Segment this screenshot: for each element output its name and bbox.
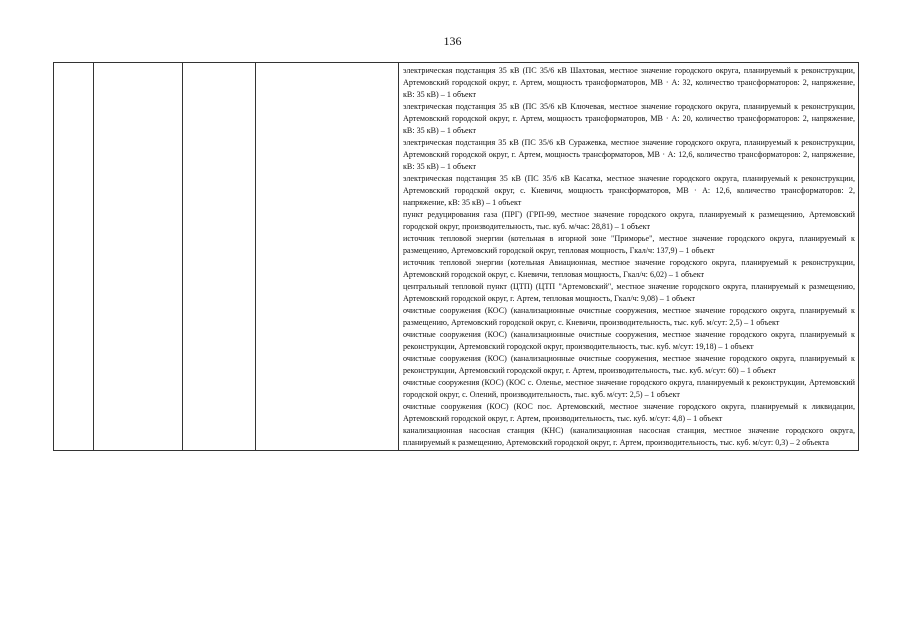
list-item: очистные сооружения (КОС) (канализационные очистные сооружения, местное значение городского округа, планируемый к размещению, Артемовский городской округ, с. Кневичи, производительность, тыс. куб. м/сут: 2,5) – 1 объект xyxy=(403,306,855,327)
list-item: очистные сооружения (КОС) (канализационные очистные сооружения, местное значение городского округа, планируемый к реконструкции, Артемовский городской округ, г. Артем, производительность, тыс. куб. м/сут: 60) – 1 объект xyxy=(403,354,855,375)
list-item: пункт редуцирования газа (ПРГ) (ГРП-99, местное значение городского округа, планируемый к размещению, Артемовский городской округ, производительность, тыс. куб. м/час: 28,81) – 1 объект xyxy=(403,210,855,231)
list-item: источник тепловой энергии (котельная Авиационная, местное значение городского округа, планируемый к реконструкции, Артемовский городской округ, с. Кневичи, тепловая мощность, Гкал/ч: 6,02) – 1 объект xyxy=(403,258,855,279)
table-row xyxy=(54,63,859,451)
list-item: электрическая подстанция 35 кВ (ПС 35/6 кВ Шахтовая, местное значение городского округа, планируемый к реконструкции, Артемовский городской округ, г. Артем, мощность трансформаторов, МВ · А: 32, количество трансформаторов: 2, напряжение, кВ: 35 кВ) – 1 объект xyxy=(403,66,855,99)
page-number: 136 xyxy=(443,34,462,48)
list-item: очистные сооружения (КОС) (канализационные очистные сооружения, местное значение городского округа, планируемый к реконструкции, Артемовский городской округ, производительность, тыс. куб. м/сут: 19,18) – 1 объект xyxy=(403,330,855,351)
table-cell-empty xyxy=(183,63,256,451)
table-cell-empty xyxy=(94,63,183,451)
list-item: центральный тепловой пункт (ЦТП) (ЦТП "Артемовский", местное значение городского округа, планируемый к размещению, Артемовский городской округ, г. Артем, тепловая мощность, Гкал/ч: 9,08) – 1 объект xyxy=(403,282,855,303)
list-item: канализационная насосная станция (КНС) (канализационная насосная станция, местное значение городского округа, планируемый к размещению, Артемовский городской округ, г. Артем, производительность, тыс. куб. м/сут: 0,3) – 2 объекта xyxy=(403,426,855,447)
table-cell-empty xyxy=(256,63,399,451)
objects-list-cell xyxy=(399,63,859,451)
list-item: электрическая подстанция 35 кВ (ПС 35/6 кВ Суражевка, местное значение городского округа, планируемый к реконструкции, Артемовский городской округ, г. Артем, мощность трансформаторов, МВ · А: 12,6, количество трансформаторов: 2, напряжение, кВ: 35 кВ) – 1 объект xyxy=(403,138,855,171)
list-item: очистные сооружения (КОС) (КОС пос. Артемовский, местное значение городского округа, планируемый к ликвидации, Артемовский городской округ, г. Артем, производительность, тыс. куб. м/сут: 4,8) – 1 объект xyxy=(403,402,855,423)
list-item: источник тепловой энергии (котельная в игорной зоне "Приморье", местное значение городского округа, планируемый к размещению, Артемовский городской округ, тепловая мощность, Гкал/ч: 137,9) – 1 объект xyxy=(403,234,855,255)
list-item: очистные сооружения (КОС) (КОС с. Оленье, местное значение городского округа, планируемый к реконструкции, Артемовский городской округ, с. Олений, производительность, тыс. куб. м/сут: 2,5) – 1 объект xyxy=(403,378,855,399)
document-table xyxy=(53,62,859,451)
list-item: электрическая подстанция 35 кВ (ПС 35/6 кВ Касатка, местное значение городского округа, планируемый к реконструкции, Артемовский городской округ, с. Кневичи, мощность трансформаторов, МВ · А: 12,6, количество трансформаторов: 2, напряжение, кВ: 35 кВ) – 1 объект xyxy=(403,174,855,207)
table-cell-empty xyxy=(54,63,94,451)
list-item: электрическая подстанция 35 кВ (ПС 35/6 кВ Ключевая, местное значение городского округа, планируемый к реконструкции, Артемовский городской округ, г. Артем, мощность трансформаторов, МВ · А: 20, количество трансформаторов: 2, напряжение, кВ: 35 кВ) – 1 объект xyxy=(403,102,855,135)
